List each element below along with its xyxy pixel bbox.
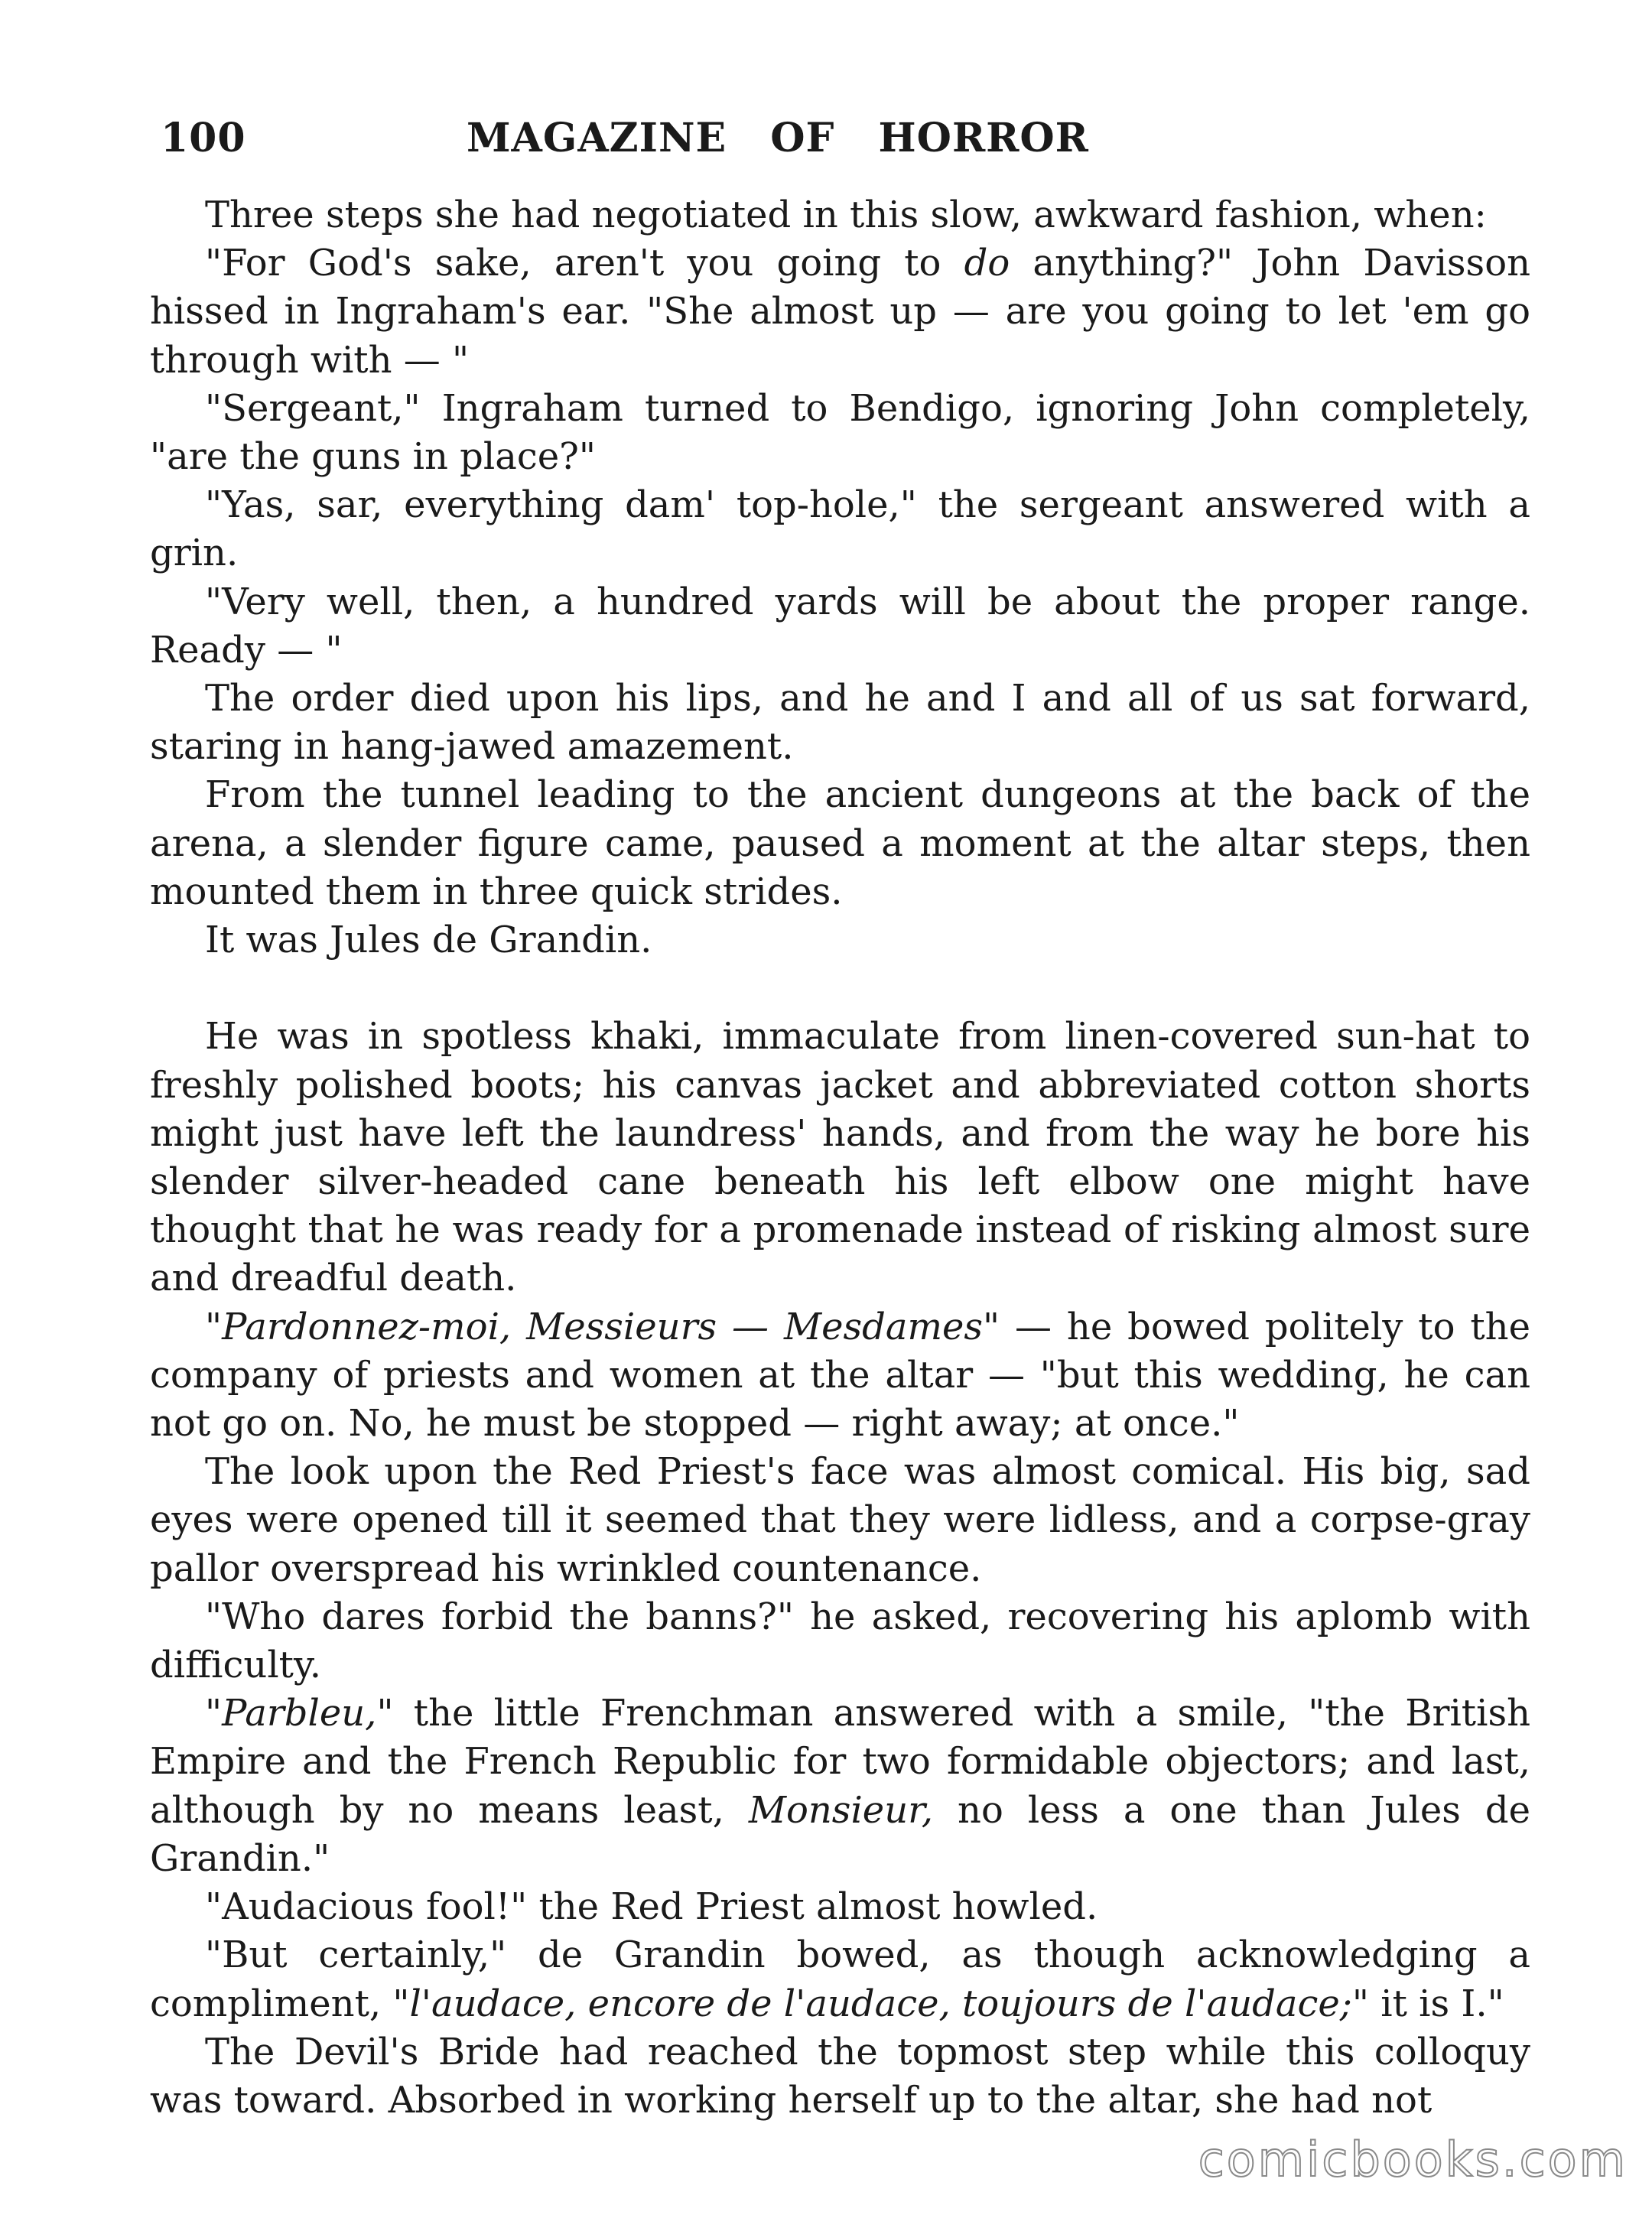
watermark-logo: comicbooks.com xyxy=(1198,2132,1628,2187)
paragraph: He was in spotless khaki, immaculate from linen-covered sun-hat to freshly polished boots; his canvas jacket and abbreviated cotton shorts might just have left the laundress' hands, and from the way he bore his slender silver-headed cane beneath his left elbow one might have thought that he was ready for a promenade instead of risking almost sure and dreadful death. xyxy=(150,1015,1530,1300)
page-number: 100 xyxy=(161,115,246,161)
paragraph: "Sergeant," Ingraham turned to Bendigo, ignoring John completely, "are the guns in place?" xyxy=(150,386,1530,479)
paragraph: Three steps she had negotiated in this slow, awkward fashion, when: xyxy=(205,194,1487,236)
paragraph: "Very well, then, a hundred yards will be about the proper range. Ready — " xyxy=(150,580,1530,672)
paragraph: "Audacious fool!" the Red Priest almost howled. xyxy=(205,1885,1098,1929)
paragraph: "Yas, sar, everything dam' top-hole," the sergeant answered with a grin. xyxy=(150,483,1530,575)
running-title: MAGAZINE OF HORROR xyxy=(467,115,1089,161)
page-header xyxy=(161,115,1537,176)
paragraph: "Parbleu," the little Frenchman answered with a smile, "the British Empire and the French Republic for two formidable objectors; and last, although by no means least, Monsieur, no less a one than Jules de Grandin." xyxy=(150,1692,1531,1880)
paragraph: It was Jules de Grandin. xyxy=(205,919,652,962)
story-body xyxy=(150,191,1530,2125)
paragraph: "But certainly," de Grandin bowed, as though acknowledging a compliment, "l'audace, encore de l'audace, toujours de l'audace;" it is I." xyxy=(150,1933,1530,2025)
paragraph: From the tunnel leading to the ancient dungeons at the back of the arena, a slender figure came, paused a moment at the altar steps, then mounted them in three quick strides. xyxy=(150,773,1530,913)
paragraph: The order died upon his lips, and he and I and all of us sat forward, staring in hang-jawed amazement. xyxy=(150,677,1530,769)
paragraph: The Devil's Bride had reached the topmost step while this colloquy was toward. Absorbed in working herself up to the altar, she had not xyxy=(150,2030,1530,2122)
paragraph: The look upon the Red Priest's face was almost comical. His big, sad eyes were opened till it seemed that they were lidless, and a corpse-gray pallor overspread his wrinkled countenance. xyxy=(150,1450,1530,1590)
paragraph: "For God's sake, aren't you going to do anything?" John Davisson hissed in Ingraham's ear. "She almost up — are you going to let 'em go through with — " xyxy=(150,242,1531,382)
section-break xyxy=(150,964,1530,1013)
paragraph: "Pardonnez-moi, Messieurs — Mesdames" — he bowed politely to the company of priests and women at the altar — "but this wedding, he can not go on. No, he must be stopped — right away; at once." xyxy=(150,1305,1530,1446)
paragraph: "Who dares forbid the banns?" he asked, recovering his aplomb with difficulty. xyxy=(150,1595,1530,1687)
